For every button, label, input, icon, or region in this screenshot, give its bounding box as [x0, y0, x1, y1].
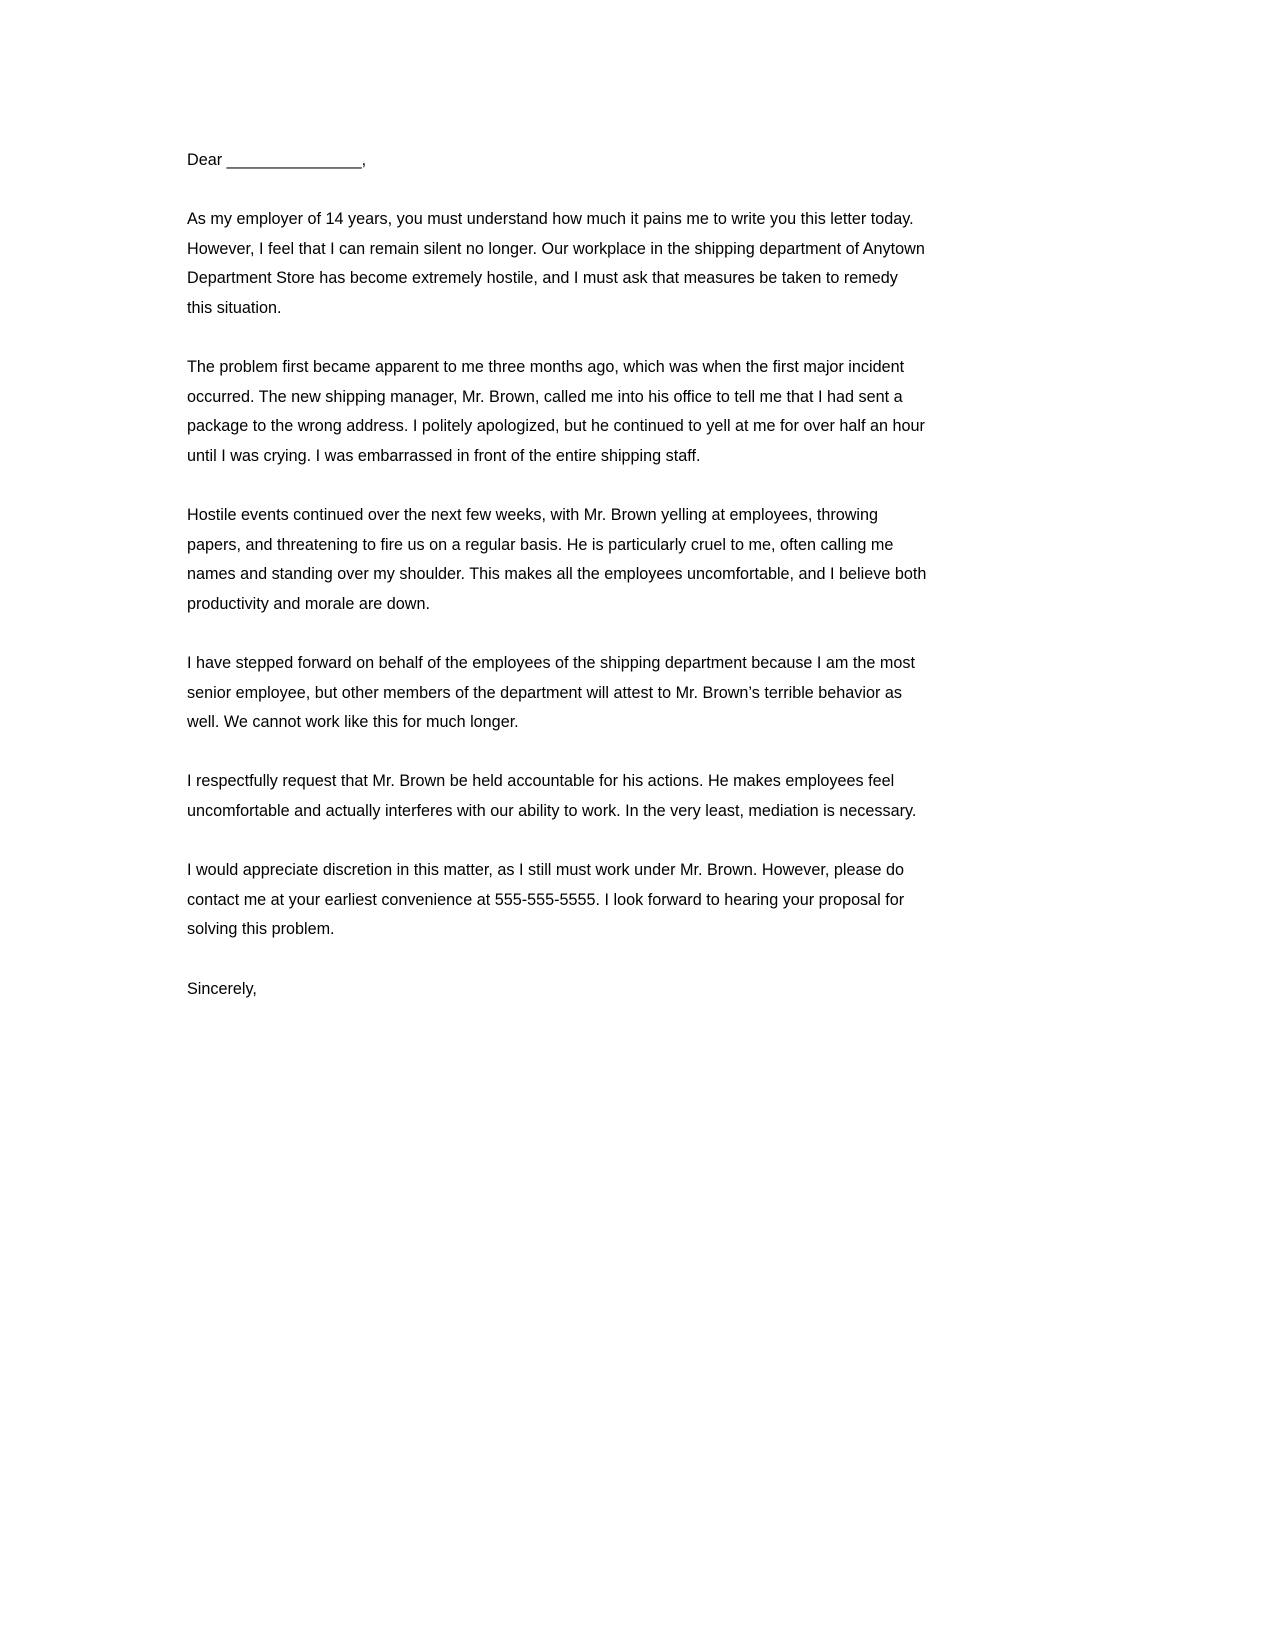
paragraph-contact: I would appreciate discretion in this matter, as I still must work under Mr. Brown. However, please do contact me at your earliest convenience at 555-555-5555. I look forward to hearing your proposal for solving this problem. — [187, 861, 905, 939]
salutation: Dear _______________, — [187, 151, 367, 169]
paragraph-stepping-forward: I have stepped forward on behalf of the employees of the shipping department because I am the most senior employee, but other members of the department will attest to Mr. Brown’s terrible behavior as well. We cannot work like this for much longer. — [187, 654, 915, 732]
closing: Sincerely, — [187, 979, 257, 998]
paragraph-employment-intro: As my employer of 14 years, you must understand how much it pains me to write you this letter today. However, I feel that I can remain silent no longer. Our workplace in the shipping department of Anytown Department Store has become extremely hostile, and I must ask that measures be taken to remedy this situation. — [187, 210, 925, 317]
paragraph-first-incident: The problem first became apparent to me three months ago, which was when the first major incident occurred. The new shipping manager, Mr. Brown, called me into his office to tell me that I had sent a package to the wrong address. I politely apologized, but he continued to yell at me for over half an hour until I was crying. I was embarrassed in front of the entire shipping staff. — [187, 358, 925, 465]
paragraph-hostile-events: Hostile events continued over the next few weeks, with Mr. Brown yelling at employees, throwing papers, and threatening to fire us on a regular basis. He is particularly cruel to me, often calling me names and standing over my shoulder. This makes all the employees uncomfortable, and I believe both productivity and morale are down. — [187, 506, 927, 613]
paragraph-request: I respectfully request that Mr. Brown be held accountable for his actions. He makes employees feel uncomfortable and actually interferes with our ability to work. In the very least, mediation is necessary. — [187, 772, 917, 821]
letter-body — [187, 146, 927, 1004]
